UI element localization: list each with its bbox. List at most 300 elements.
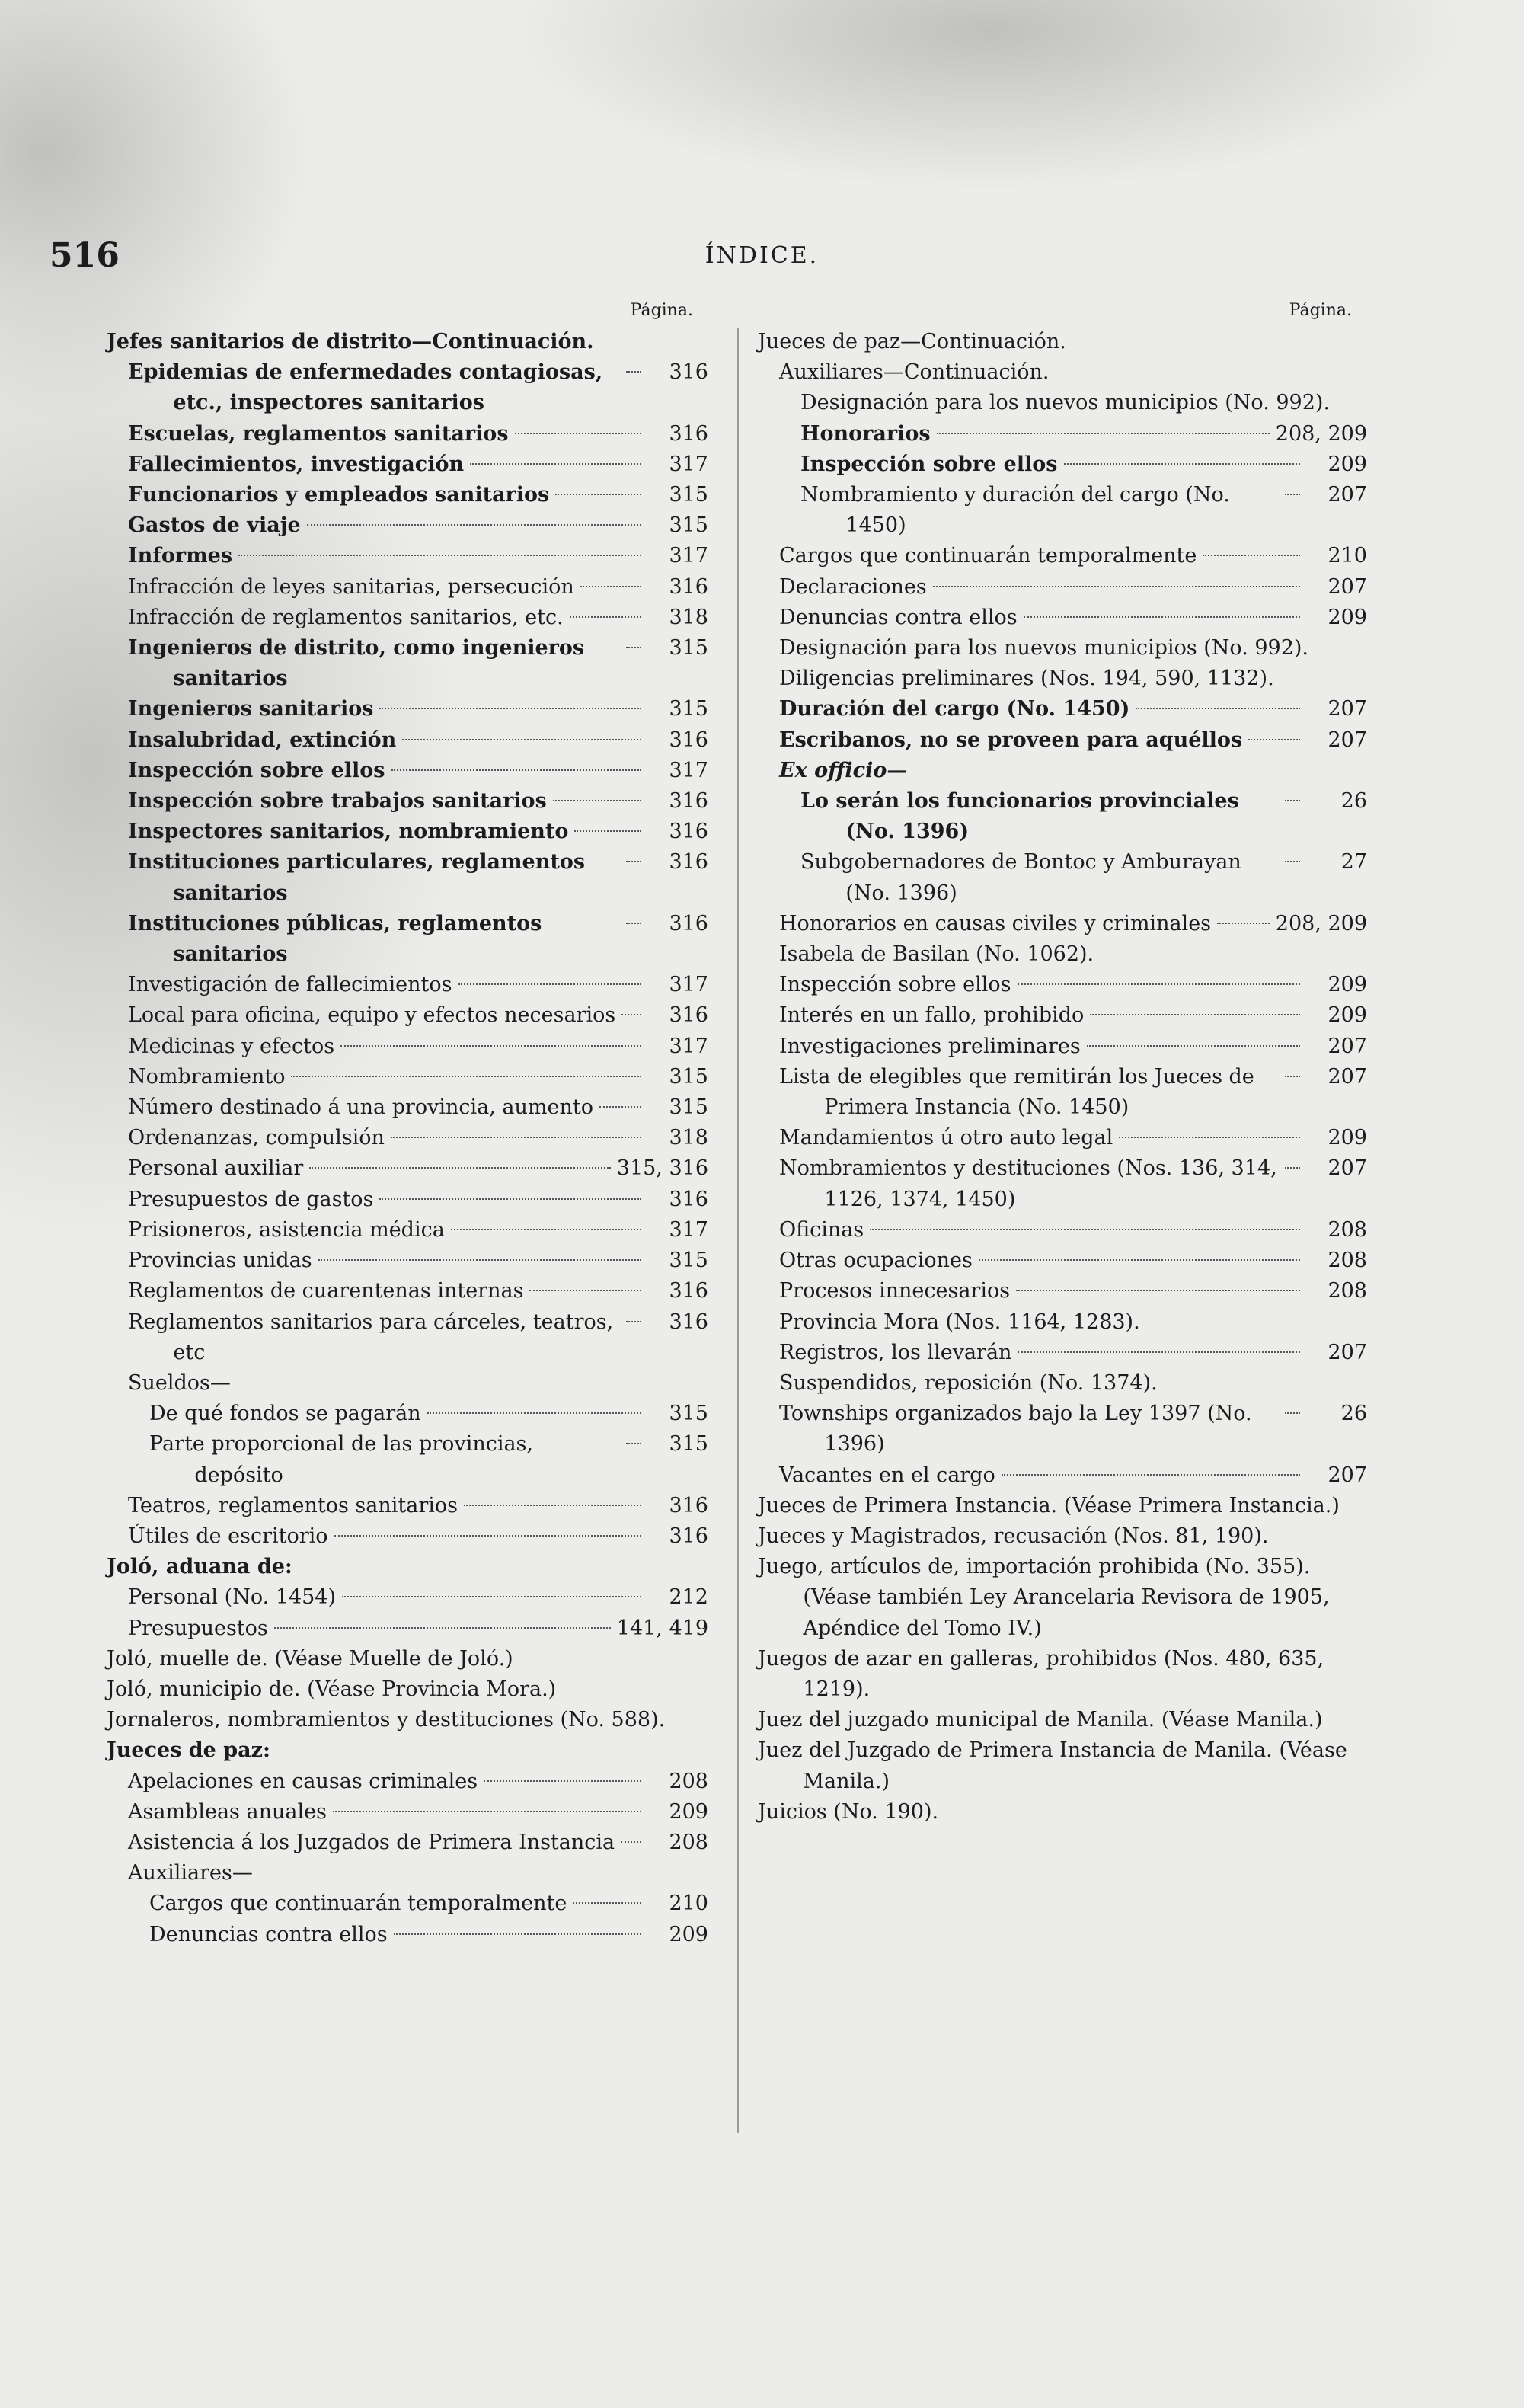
index-entry [779,1123,1367,1153]
entry-label: Procesos innecesarios [779,1279,1011,1303]
entry-label: Inspección sobre ellos [779,973,1011,997]
index-entry [128,419,708,449]
entry-label: Interés en un fallo, prohibido [779,1003,1085,1028]
page-reference: 316 [669,574,708,599]
left-entries [107,327,708,1950]
dot-leader [933,586,1300,587]
entry-label: Teatros, reglamentos sanitarios [128,1493,458,1517]
index-entry [779,1031,1367,1062]
dot-leader [391,769,642,771]
dot-leader [1002,1474,1300,1476]
dot-leader [626,861,641,862]
index-entry [128,1092,708,1123]
page-reference: 207 [1328,1064,1367,1089]
index-entry [128,725,708,756]
entry-label: Declaraciones [779,574,927,599]
page-reference: 208, 209 [1275,421,1367,446]
page-reference: 317 [669,452,708,476]
dot-leader [626,371,641,373]
dot-leader [1119,1137,1300,1138]
dot-leader [1064,463,1301,465]
index-entry [107,1644,708,1674]
index-entry [800,419,1367,449]
entry-label: Nombramiento [128,1064,286,1089]
entry-label: Townships organizados bajo la Ley 1397 (No. 1396) [779,1402,1252,1457]
dot-leader [1285,861,1300,862]
entry-label: Joló, muelle de. (Véase Muelle de Joló.) [107,1646,513,1671]
dot-leader [979,1259,1300,1261]
entry-label: Sueldos— [128,1370,231,1395]
dot-leader [484,1780,641,1782]
index-entry [128,847,708,908]
page-reference: 315 [669,697,708,721]
dot-leader [1285,1167,1300,1169]
page-reference: 209 [669,1799,708,1824]
page-reference: 317 [669,758,708,782]
dot-leader [515,433,641,434]
index-entry [128,449,708,480]
page-reference: 315 [669,1402,708,1426]
entry-label: Medicinas y efectos [128,1034,335,1058]
dot-leader [570,616,641,618]
page-reference: 207 [1328,1340,1367,1364]
page-reference: 316 [669,1310,708,1334]
index-entry [128,510,708,541]
entry-label: Honorarios [800,421,931,446]
entry-label: Designación para los nuevos municipios (No. 992). [779,636,1309,660]
entry-label: Jueces y Magistrados, recusación (Nos. 81, 190). [758,1524,1269,1548]
dot-leader [379,1198,641,1200]
dot-leader [402,739,641,740]
dot-leader [340,1045,641,1047]
dot-leader [1016,1290,1300,1291]
entry-label: Diligencias preliminares (Nos. 194, 590, 1132). [779,667,1274,691]
dot-leader [1018,1351,1300,1353]
entry-label: Joló, aduana de: [107,1555,292,1579]
index-entry [128,1858,708,1888]
entry-label: Juicios (No. 190). [758,1799,939,1824]
page-reference: 208 [1328,1217,1367,1242]
page-reference: 209 [1328,452,1367,476]
page-reference: 315 [669,483,708,507]
index-entry [128,817,708,847]
index-entry [128,1767,708,1797]
entry-label: Isabela de Basilan (No. 1062). [779,942,1094,967]
page-reference: 315 [669,513,708,538]
entry-label: Cargos que continuarán temporalmente [149,1892,567,1916]
index-entry [128,633,708,694]
entry-label: Jueces de paz—Continuación. [758,330,1066,353]
index-entry [149,1399,708,1429]
index-entry [128,1307,708,1368]
dot-leader [573,1902,641,1904]
dot-leader [318,1259,641,1261]
dot-leader [464,1505,641,1506]
index-entry [128,786,708,817]
index-entry [779,664,1367,694]
page-reference: 27 [1340,850,1367,875]
index-entry [128,480,708,510]
dot-leader [626,647,641,648]
entry-label: Epidemias de enfermedades contagiosas, etc., inspectores sanitarios [128,360,603,415]
right-entries [758,327,1367,1828]
dot-leader [626,923,641,924]
entry-label: Nombramientos y destituciones (Nos. 136, 314, 1126, 1374, 1450) [779,1156,1277,1211]
entry-label: Apelaciones en causas criminales [128,1769,478,1793]
page-reference: 317 [669,1217,708,1242]
dot-leader [394,1933,641,1935]
page-reference: 209 [669,1922,708,1946]
index-entry [800,847,1367,908]
index-entry [758,1705,1367,1735]
page-reference: 316 [669,1187,708,1211]
entry-label: Nombramiento y duración del cargo (No. 1450) [800,483,1230,538]
entry-label: Designación para los nuevos municipios (No. 992). [800,391,1331,415]
index-entry [128,756,708,786]
entry-label: Prisioneros, asistencia médica [128,1217,445,1242]
dot-leader [621,1014,641,1015]
page-reference: 141, 419 [616,1616,708,1640]
entry-label: Investigación de fallecimientos [128,973,452,997]
dot-leader [580,586,641,587]
page-reference: 209 [1328,1126,1367,1150]
index-entry [779,1246,1367,1276]
index-entry [779,909,1367,939]
dot-leader [1285,1076,1300,1077]
index-entry [128,1828,708,1858]
dot-leader [307,524,641,526]
index-entry [779,1338,1367,1368]
dot-leader [1203,555,1300,556]
index-entry [779,1000,1367,1031]
entry-label: Útiles de escritorio [128,1524,328,1548]
index-entry [128,572,708,603]
entry-label: Subgobernadores de Bontoc y Amburayan (No. 1396) [800,850,1241,905]
index-entry [779,1153,1367,1214]
index-entry [779,1062,1367,1123]
entry-label: Infracción de leyes sanitarias, persecución [128,574,574,599]
dot-leader [458,983,641,985]
index-entry [128,357,708,418]
index-entry [758,1797,1367,1828]
entry-label: Lo serán los funcionarios provinciales (No. 1396) [800,789,1239,844]
page-reference: 315, 316 [616,1156,708,1181]
page-reference: 316 [669,1003,708,1028]
index-entry [149,1429,708,1490]
dot-leader [334,1535,641,1537]
page-number: 516 [50,236,120,275]
entry-label: Jornaleros, nombramientos y destituciones (No. 588). [107,1708,666,1732]
index-entry [800,786,1367,847]
dot-leader [291,1076,641,1077]
entry-label: Auxiliares— [128,1861,253,1885]
index-entry [149,1888,708,1919]
page-reference: 316 [669,820,708,844]
page-reference: 207 [1328,697,1367,721]
entry-label: Cargos que continuarán temporalmente [779,544,1197,568]
page-reference: 317 [669,1034,708,1058]
page-reference: 207 [1328,1034,1367,1058]
index-entry [779,603,1367,633]
index-entry [758,1644,1367,1705]
entry-label: Duración del cargo (No. 1450) [779,697,1130,721]
entry-label: Parte proporcional de las provincias, depósito [149,1432,534,1487]
dot-leader [1285,494,1300,495]
index-entry [128,1153,708,1184]
entry-label: Jueces de paz: [107,1738,270,1763]
index-entry [758,1491,1367,1521]
entry-label: Auxiliares—Continuación. [779,360,1050,385]
dot-leader [626,1443,641,1444]
entry-label: Instituciones públicas, reglamentos sanitarios [128,911,542,967]
entry-label: Oficinas [779,1217,864,1242]
entry-label: Registros, los llevarán [779,1340,1012,1364]
index-entry [779,1368,1367,1399]
dot-leader [574,830,641,832]
index-entry [107,1735,708,1766]
index-entry [128,1797,708,1828]
index-entry [758,1735,1367,1796]
entry-label: Gastos de viaje [128,513,301,538]
page-reference: 315 [669,1432,708,1457]
index-entry [779,725,1367,756]
page-reference: 26 [1340,789,1367,814]
page-reference: 315 [669,1249,708,1273]
index-entry [128,1613,708,1644]
dot-leader [238,555,641,556]
dot-leader [555,494,641,495]
index-entry [128,1000,708,1031]
dot-leader [342,1596,641,1597]
index-entry [779,633,1367,664]
column-divider [737,328,739,2133]
entry-label: Asistencia á los Juzgados de Primera Instancia [128,1830,615,1854]
index-entry [128,1491,708,1521]
entry-label: Insalubridad, extinción [128,728,397,752]
index-entry [128,1582,708,1613]
entry-label: Inspección sobre ellos [128,758,385,782]
entry-label: Suspendidos, reposición (No. 1374). [779,1370,1158,1395]
index-entry [128,1062,708,1092]
entry-label: Jefes sanitarios de distrito—Continuación. [107,330,594,353]
page-reference: 207 [1328,728,1367,752]
dot-leader [309,1167,610,1169]
page-reference: 26 [1340,1402,1367,1426]
entry-label: Provincias unidas [128,1249,312,1273]
index-entry [779,939,1367,970]
dot-leader [1087,1045,1300,1047]
index-entry [107,1705,708,1735]
entry-label: Presupuestos [128,1616,268,1640]
index-entry [128,1123,708,1153]
entry-label: Ingenieros sanitarios [128,697,374,721]
column-label: Página. [630,301,693,320]
page-reference: 316 [669,1279,708,1303]
page-reference: 317 [669,973,708,997]
dot-leader [621,1841,641,1843]
index-entry [149,1920,708,1950]
page-reference: 318 [669,605,708,629]
index-entry [800,449,1367,480]
dot-leader [391,1137,641,1138]
index-entry [800,388,1367,418]
page-reference: 208 [1328,1279,1367,1303]
index-entry [107,327,708,357]
entry-label: Local para oficina, equipo y efectos necesarios [128,1003,616,1028]
index-entry [779,541,1367,571]
entry-label: Escribanos, no se proveen para aquéllos [779,728,1243,752]
page-reference: 212 [669,1585,708,1610]
page-reference: 209 [1328,1003,1367,1028]
page-reference: 316 [669,360,708,385]
entry-label: Juez del Juzgado de Primera Instancia de Manila. (Véase Manila.) [758,1738,1347,1793]
page-reference: 207 [1328,1463,1367,1487]
page-reference: 209 [1328,605,1367,629]
entry-label: Funcionarios y empleados sanitarios [128,483,550,507]
index-entry [779,1307,1367,1338]
entry-label: Reglamentos de cuarentenas internas [128,1279,524,1303]
dot-leader [937,433,1270,434]
index-entry [779,694,1367,724]
entry-label: Honorarios en causas civiles y criminales [779,911,1212,935]
index-entry [779,1276,1367,1306]
page-reference: 315 [669,1095,708,1120]
entry-label: Ordenanzas, compulsión [128,1126,385,1150]
dot-leader [626,1321,641,1322]
entry-label: Denuncias contra ellos [149,1922,388,1946]
index-entry [128,541,708,571]
page-reference: 208 [1328,1249,1367,1273]
dot-leader [553,800,641,801]
dot-leader [1018,983,1300,985]
dot-leader [1217,923,1270,924]
entry-label: Inspección sobre trabajos sanitarios [128,789,547,814]
right-column [758,301,1367,1828]
index-entry [128,1185,708,1215]
entry-label: Joló, municipio de. (Véase Provincia Mora.) [107,1677,557,1701]
entry-label: Inspectores sanitarios, nombramiento [128,820,569,844]
index-entry [128,970,708,1000]
dot-leader [1136,708,1300,709]
page-reference: 316 [669,850,708,875]
entry-label: Denuncias contra ellos [779,605,1018,629]
index-entry [779,357,1367,388]
page-reference: 207 [1328,574,1367,599]
index-entry [128,1276,708,1306]
entry-label: Investigaciones preliminares [779,1034,1081,1058]
index-entry [779,970,1367,1000]
dot-leader [427,1412,641,1414]
index-entry [758,327,1367,357]
index-entry [107,1674,708,1705]
dot-leader [1090,1014,1300,1015]
index-entry [779,1215,1367,1246]
column-label: Página. [1289,301,1352,320]
dot-leader [274,1627,611,1629]
page-reference: 207 [1328,483,1367,507]
index-entry [758,1552,1367,1644]
page-reference: 208, 209 [1275,911,1367,935]
index-entry [128,1368,708,1399]
index-entry [128,1246,708,1276]
index-entry [800,480,1367,541]
index-entry [779,1460,1367,1491]
page-reference: 316 [669,1493,708,1517]
entry-label: Ingenieros de distrito, como ingenieros sanitarios [128,636,585,691]
left-column [107,301,708,1950]
entry-label: Juegos de azar en galleras, prohibidos (Nos. 480, 635, 1219). [758,1646,1324,1701]
index-entry [779,572,1367,603]
page-reference: 317 [669,544,708,568]
entry-label: Asambleas anuales [128,1799,327,1824]
entry-label: Inspección sobre ellos [800,452,1058,476]
dot-leader [379,708,641,709]
index-entry [758,1521,1367,1552]
page-reference: 316 [669,911,708,935]
index-entry [128,694,708,724]
page-reference: 208 [669,1769,708,1793]
page-reference: 316 [669,421,708,446]
entry-label: Informes [128,544,233,568]
entry-label: Mandamientos ú otro auto legal [779,1126,1113,1150]
index-entry [128,1521,708,1552]
entry-label: Reglamentos sanitarios para cárceles, teatros, etc [128,1310,614,1364]
page-header [0,229,1524,289]
entry-label: Juego, artículos de, importación prohibida (No. 355). (Véase también Ley Arancelaria Revisora de 1905, Apéndice del Tomo IV.) [758,1555,1330,1640]
index-entry [128,909,708,970]
dot-leader [1285,1412,1300,1414]
page-reference: 207 [1328,1156,1367,1181]
page-reference: 208 [669,1830,708,1854]
entry-label: Presupuestos de gastos [128,1187,374,1211]
page-reference: 316 [669,1524,708,1548]
entry-label: Fallecimientos, investigación [128,452,465,476]
entry-label: Otras ocupaciones [779,1249,973,1273]
page-reference: 210 [1328,544,1367,568]
entry-label: Provincia Mora (Nos. 1164, 1283). [779,1310,1140,1334]
index-entry [128,1031,708,1062]
entry-label: Ex officio— [779,758,908,782]
running-title: ÍNDICE. [704,242,820,269]
entry-label: Personal (No. 1454) [128,1585,337,1610]
page-reference: 315 [669,1064,708,1089]
dot-leader [333,1811,641,1812]
dot-leader [870,1229,1300,1230]
entry-label: Personal auxiliar [128,1156,304,1181]
index-entry [779,756,1367,786]
page-reference: 316 [669,728,708,752]
dot-leader [451,1229,641,1230]
entry-label: Vacantes en el cargo [779,1463,995,1487]
index-entry [107,1552,708,1582]
entry-label: Jueces de Primera Instancia. (Véase Primera Instancia.) [758,1493,1340,1517]
entry-label: Escuelas, reglamentos sanitarios [128,421,509,446]
dot-leader [1285,800,1300,801]
entry-label: Instituciones particulares, reglamentos sanitarios [128,850,586,905]
entry-label: De qué fondos se pagarán [149,1402,421,1426]
page-reference: 210 [669,1892,708,1916]
dot-leader [599,1106,641,1108]
page-reference: 316 [669,789,708,814]
entry-label: Infracción de reglamentos sanitarios, etc. [128,605,564,629]
page-reference: 209 [1328,973,1367,997]
dot-leader [1248,739,1300,740]
dot-leader [1024,616,1300,618]
index-entry [779,1399,1367,1460]
page-reference: 315 [669,636,708,660]
page-reference: 318 [669,1126,708,1150]
entry-label: Juez del juzgado municipal de Manila. (Véase Manila.) [758,1708,1323,1732]
